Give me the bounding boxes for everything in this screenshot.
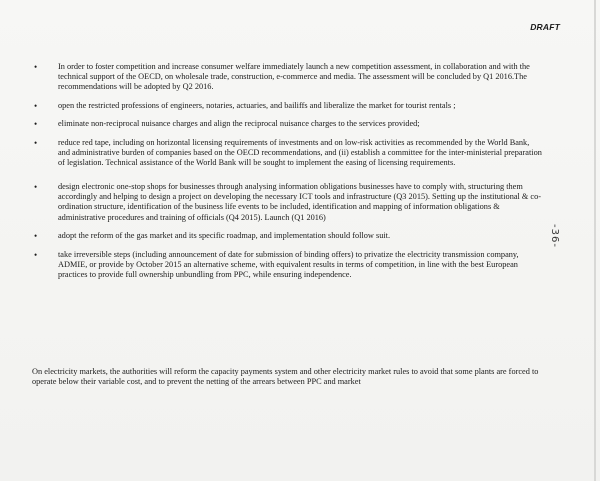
list-item (32, 101, 542, 111)
list-item-text: design electronic one-stop shops for businesses through analysing information obligations businesses have to comply with, structuring them accordingly and helping to design a project on developing the necessary ICT tools and infrastructure (Q3 2015). Setting up the institutional & co-ordination structure, identification of the business life events to be included, identification and mapping of information obligations & administrative procedures and training of officials (Q4 2015). Launch (Q1 2016) (58, 182, 542, 222)
handwritten-page-number: -36- (549, 224, 560, 248)
list-item (32, 62, 542, 92)
list-item (32, 119, 542, 129)
list-item-text: eliminate non-reciprocal nuisance charges and align the reciprocal nuisance charges to the services provided; (58, 119, 420, 129)
list-item-text: reduce red tape, including on horizontal licensing requirements of investments and on low-risk activities as recommended by the World Bank, and administrative burden of companies based on the OECD recommendations, and (ii) establish a committee for the inter-ministerial preparation of legislation. Technical assistance of the World Bank will be sought to implement the easing of licensing requirements. (58, 137, 542, 168)
list-item-text: In order to foster competition and increase consumer welfare immediately launch a new competition assessment, in collaboration and with the technical support of the OECD, on wholesale trade, construction, e-commerce and media. The assessment will be concluded by Q1 2016.The recommendations will be adopted by Q2 2016. (58, 62, 530, 92)
bullet-icon: • (34, 231, 38, 242)
bullet-icon: • (34, 182, 38, 193)
list-item (32, 182, 542, 222)
electricity-markets-paragraph: On electricity markets, the authorities will reform the capacity payments system and other electricity market rules to avoid that some plants are forced to operate below their variable cost, and to prevent the netting of the arrears between PPC and market (32, 367, 539, 387)
list-item (32, 250, 542, 280)
measures-list (32, 62, 542, 289)
draft-label: DRAFT (530, 22, 560, 32)
list-item-text: open the restricted professions of engineers, notaries, actuaries, and bailiffs and liberalize the market for tourist rentals ; (58, 100, 456, 110)
bullet-icon: • (34, 62, 38, 72)
list-item (32, 138, 542, 168)
bullet-icon: • (34, 249, 38, 260)
list-item (32, 231, 542, 241)
list-item-text: adopt the reform of the gas market and its specific roadmap, and implementation should follow suit. (58, 231, 391, 241)
list-item-text: take irreversible steps (including announcement of date for submission of binding offers) to privatize the electricity transmission company, ADMIE, or provide by October 2015 an alternative scheme, with equivalent results in terms of competition, in line with the best European practices to provide full ownership unbundling from PPC, while ensuring independence. (58, 249, 519, 279)
bullet-icon: • (34, 100, 38, 111)
bullet-icon: • (34, 137, 38, 148)
bullet-icon: • (34, 119, 38, 130)
scan-edge-divider (594, 0, 596, 481)
